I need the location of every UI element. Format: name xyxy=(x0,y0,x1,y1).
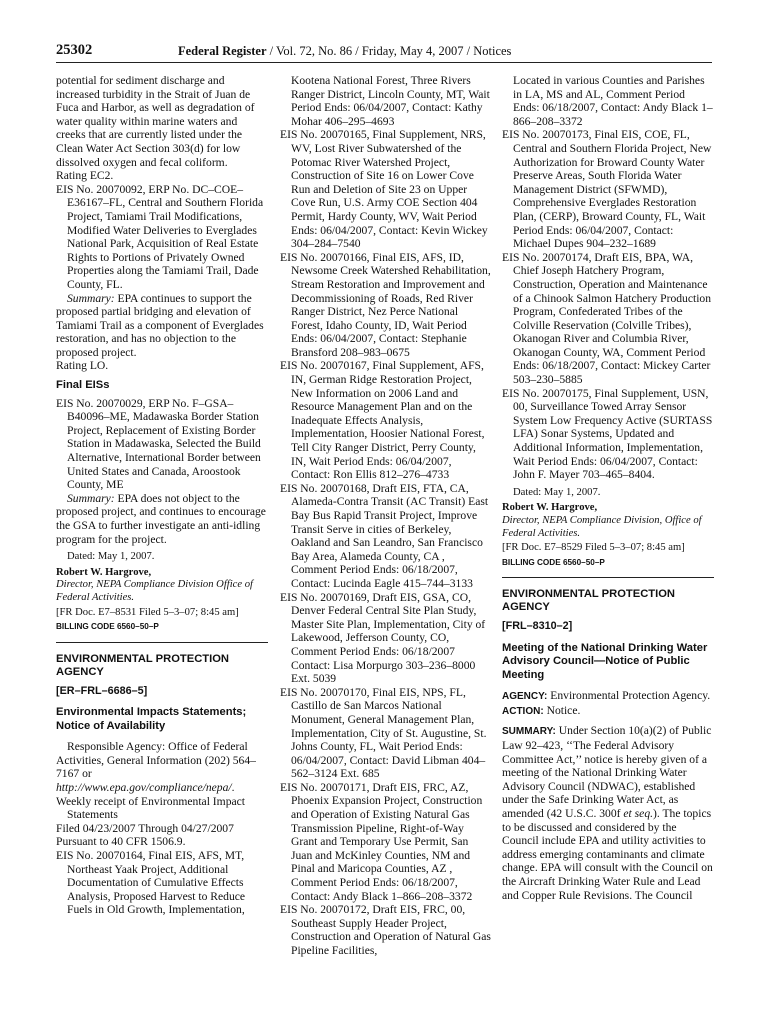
responsible-agency xyxy=(56,740,268,794)
agency-heading: ENVIRONMENTAL PROTECTION AGENCY xyxy=(502,588,675,614)
agency-line xyxy=(502,689,714,704)
summary-paragraph xyxy=(56,292,268,360)
billing-code: BILLING CODE 6560–50–P xyxy=(56,622,159,632)
eis-entry: EIS No. 20070166, Final EIS, AFS, ID, Newsome Creek Watershed Rehabilitation, Stream Restoration and Improvement and Decommissioning of Roads, Red River Ranger District, Nez Perce National Forest, Idaho County, ID, Wait Period Ends: 06/04/2007, Contact: Stephanie Bransford 208–983–0675 xyxy=(280,250,491,359)
page-number: 25302 xyxy=(56,42,93,58)
summary-text: Under Section 10(a)(2) of Public Law 92–423, ‘‘The Federal Advisory Committee Act,’’ notice is hereby given of a meeting of the National Drinking Water Advisory Council (NDWAC), established under the Safe Drinking Water Act, as amended (42 U.S.C. 300f xyxy=(502,724,712,820)
eis-entry: EIS No. 20070164, Final EIS, AFS, MT, Northeast Yaak Project, Additional Documentation of Cumulative Effects Analysis, Proposed Harvest to Reduce Fuels in Old Growth, Implementation, xyxy=(56,848,246,917)
summary-text: EPA continues to support the proposed partial bridging and elevation of Tamiami Trail as a component of Everglades restoration, and has no objection to the proposed project. xyxy=(56,291,264,359)
eis-entry: EIS No. 20070029, ERP No. F–GSA–B40096–ME, Madawaska Border Station Project, Replacement of Existing Border Station in Madawaska, Selected the Build Alternative, International Border between United States and Canada, Aroostook County, ME xyxy=(56,396,261,492)
action-value: Notice. xyxy=(543,703,581,717)
document-title: Environmental Impacts Statements; Notice of Availability xyxy=(56,706,247,732)
eis-entry: EIS No. 20070171, Draft EIS, FRC, AZ, Phoenix Expansion Project, Construction and Operation of Existing Natural Gas Transmission Pipeline, Right-of-Way Grant and Temporary Use Permit, San Juan and McKinley Counties, NM and Pinal and Maricopa Counties, AZ , Comment Period Ends: 06/18/2007, Contact: Andy Black 1–866–208–3372 xyxy=(280,780,483,903)
signer-name: Robert W. Hargrove, xyxy=(502,502,598,514)
column-3 xyxy=(502,74,714,902)
pursuant-line: Pursuant to 40 CFR 1506.9. xyxy=(56,835,186,849)
eis-entry: EIS No. 20070167, Final Supplement, AFS, IN, German Ridge Restoration Project, New Information on 2006 Land and Resource Management Plan and on the Inadequate Effects Analysis, Implementation, Hoosier National Forest, Tell City Ranger District, Perry County, IN, Wait Period Ends: 06/04/2007, Contact: Ron Ellis 812–276–4733 xyxy=(280,359,485,482)
document-id: [ER–FRL–6686–5] xyxy=(56,684,148,697)
document-title: Meeting of the National Drinking Water Advisory Council—Notice of Public Meeting xyxy=(502,641,708,681)
dated-line: Dated: May 1, 2007. xyxy=(513,486,601,498)
column-1 xyxy=(56,74,268,917)
signer-title: Director, NEPA Compliance Division, Office of Federal Activities. xyxy=(502,515,702,539)
eis-entry: EIS No. 20070175, Final Supplement, USN, 00, Surveillance Towed Array Sensor System Low Frequency Active (SURTASS LFA) Sonar Systems, Updated and Additional Information, Implementation, Wait Period Ends: 06/04/2007, Contact: John F. Mayer 703–465–8404. xyxy=(502,386,713,482)
eis-entry: EIS No. 20070169, Draft EIS, GSA, CO, Denver Federal Central Site Plan Study, Master Site Plan, Implementation, City of Lakewood, Jefferson County, CO, Comment Period Ends: 06/18/2007 Contact: Lisa Morpurgo 303–236–8000 Ext. 5039 xyxy=(280,590,486,686)
rating: Rating EC2. xyxy=(56,169,114,183)
running-header xyxy=(56,38,712,63)
issue-details: / Vol. 72, No. 86 / Friday, May 4, 2007 / Notices xyxy=(266,44,512,58)
section-heading: Final EISs xyxy=(56,379,110,392)
signer-name: Robert W. Hargrove, xyxy=(56,566,152,578)
signer-title: Director, NEPA Compliance Division Office of Federal Activities. xyxy=(56,579,253,603)
eis-entry: EIS No. 20070165, Final Supplement, NRS, WV, Lost River Subwatershed of the Potomac River Watershed Project, Construction of Site 16 on Lower Cove Run and Deletion of Site 23 on Upper Cove Run, U.S. Army COE Section 404 Permit, Hardy County, WV, Wait Period Ends: 06/04/2007, Contact: Kevin Wickey 304–284–7540 xyxy=(280,128,488,251)
publication-name: Federal Register xyxy=(178,44,267,58)
rating: Rating LO. xyxy=(56,359,109,373)
section-divider xyxy=(56,642,268,643)
continued-text: Kootena National Forest, Three Rivers Ranger District, Lincoln County, MT, Wait Period Ends: 06/04/2007, Contact: Kathy Mohar 406–295–4693 xyxy=(291,74,490,128)
agency-value: Environmental Protection Agency. xyxy=(547,689,711,703)
eis-entry: EIS No. 20070092, ERP No. DC–COE–E36167–FL, Central and Southern Florida Project, Tamiami Trail Modifications, Modified Water Deliveries to Everglades National Park, Acquisition of Real Estate Rights to Portions of Privately Owned Properties along the Tamiami Trail, Dade County, FL. xyxy=(56,182,264,291)
running-head-text xyxy=(178,44,511,59)
agency-label: AGENCY: xyxy=(502,691,548,703)
epa-link[interactable]: http://www.epa.gov/compliance/nepa/ xyxy=(56,780,232,794)
period: . xyxy=(231,780,235,794)
summary-paragraph xyxy=(56,492,268,546)
summary-label: Summary: xyxy=(67,291,115,305)
eis-entry: EIS No. 20070172, Draft EIS, FRC, 00, Southeast Supply Header Project, Construction and Operation of Natural Gas Pipeline Facilities, xyxy=(280,903,491,957)
fr-doc-line: [FR Doc. E7–8531 Filed 5–3–07; 8:45 am] xyxy=(56,606,239,618)
document-id: [FRL–8310–2] xyxy=(502,620,573,633)
summary-section xyxy=(502,724,714,902)
eis-entry: EIS No. 20070170, Final EIS, NPS, FL, Castillo de San Marcos National Monument, General Management Plan, Implementation, City of St. Augustine, St. Johns County, FL, Wait Period Ends: 06/04/2007, Contact: David Libman 404–562–3124 Ext. 685 xyxy=(280,685,487,781)
continued-text: Located in various Counties and Parishes in LA, MS and AL, Comment Period Ends: 06/18/2007, Contact: Andy Black 1–866–208–3372 xyxy=(513,74,713,128)
eis-entry: EIS No. 20070174, Draft EIS, BPA, WA, Chief Joseph Hatchery Program, Construction, Operation and Maintenance of a Chinook Salmon Hatchery Production Program, Confederated Tribes of the Colville Reservation (Colville Tribes), Okanogan River and Columbia River, Okanogan County, WA, Comment Period Ends: 06/18/2007, Contact: Mickey Carter 503–230–5885 xyxy=(502,250,712,387)
summary-heading: SUMMARY: xyxy=(502,726,556,738)
eis-entry: EIS No. 20070168, Draft EIS, FTA, CA, Alameda-Contra Transit (AC Transit) East Bay Bus Rapid Transit Project, Improve Transit Serve in cities of Berkeley, Oakland and San Leandro, San Francisco Bay Area, Alameda County, CA , Comment Period Ends: 06/18/2007, Contact: Lucinda Eagle 415–744–3133 xyxy=(280,481,489,590)
action-label: ACTION: xyxy=(502,705,544,717)
agency-heading: ENVIRONMENTAL PROTECTION AGENCY xyxy=(56,652,229,678)
summary-label: Summary: xyxy=(67,491,115,505)
summary-text-cont: ). The topics to be discussed and considered by the Council include EPA and utility activities to address emerging contaminants and climate change. EPA will consult with the Council on the Aircraft Drinking Water Rule and Lead and Copper Rule Revisions. The Council xyxy=(502,806,713,902)
eis-entry: EIS No. 20070173, Final EIS, COE, FL, Central and Southern Florida Project, New Authorization for Broward County Water Preserve Areas, South Florida Water Management District (SFWMD), Comprehensive Everglades Restoration Plan, (CERP), Broward County, FL, Wait Period Ends: 06/04/2007, Contact: Michael Dupes 904–232–1689 xyxy=(502,128,712,251)
responsible-agency-text: Responsible Agency: Office of Federal Activities, General Information (202) 564–7167 or xyxy=(56,740,256,781)
dated-line: Dated: May 1, 2007. xyxy=(67,551,155,563)
et-seq: et seq. xyxy=(623,806,654,820)
billing-code: BILLING CODE 6560–50–P xyxy=(502,557,605,567)
filed-dates: Filed 04/23/2007 Through 04/27/2007 xyxy=(56,821,234,835)
summary-text: EPA does not object to the proposed project, and continues to encourage the GSA to further investigate an anti-idling program for the project. xyxy=(56,491,266,546)
action-line xyxy=(502,704,714,719)
column-2 xyxy=(280,74,492,958)
weekly-receipt: Weekly receipt of Environmental Impact Statements xyxy=(56,794,245,822)
section-divider xyxy=(502,577,714,578)
fr-doc-line: [FR Doc. E7–8529 Filed 5–3–07; 8:45 am] xyxy=(502,542,685,554)
continued-text: potential for sediment discharge and increased turbidity in the Strait of Juan de Fuca and Harbor, as well as degradation of water quality within marine waters and creeks that are currently listed under the Clean Water Act Section 303(d) for low dissolved oxygen and fecal coliform. xyxy=(56,74,255,169)
